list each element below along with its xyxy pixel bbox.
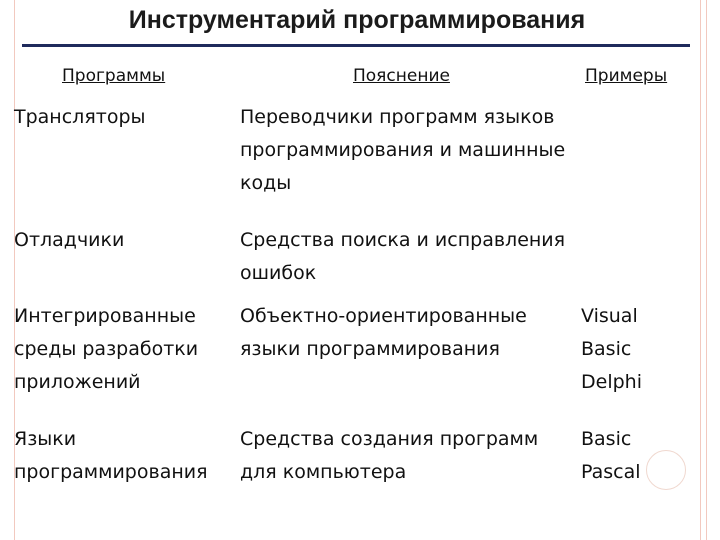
- header-examples: Примеры: [585, 66, 668, 86]
- table-row-1-explanation: [240, 101, 565, 200]
- cell-text: программирования: [14, 461, 208, 483]
- cell-text: Delphi: [581, 371, 642, 393]
- cell-text: среды разработки: [14, 338, 199, 360]
- cell-text: Средства создания программ: [240, 428, 539, 450]
- cell-text: языки программирования: [240, 338, 500, 360]
- cell-text: Visual: [581, 305, 638, 327]
- cell-text: Переводчики программ языков: [240, 106, 555, 128]
- page-title: Инструментарий программирования: [128, 6, 586, 34]
- cell-text: Средства поиска и исправления: [240, 229, 566, 251]
- cell-text: ошибок: [240, 262, 317, 284]
- cell-text: Basic: [581, 428, 632, 450]
- cell-text: Pascal: [581, 461, 641, 483]
- table-row-1-program: [14, 101, 146, 134]
- frame-line-right-outer: [700, 0, 701, 540]
- header-programs: Программы: [62, 66, 166, 86]
- decorative-circle: [646, 450, 686, 490]
- table-row-3-explanation: [240, 300, 527, 366]
- cell-text: приложений: [14, 371, 141, 393]
- cell-text: Языки: [14, 428, 77, 450]
- cell-text: Трансляторы: [14, 106, 146, 128]
- table-row-3-program: [14, 300, 198, 399]
- cell-text: для компьютера: [240, 461, 407, 483]
- table-row-4-program: [14, 423, 208, 489]
- table-row-4-examples: [581, 423, 641, 489]
- cell-text: коды: [240, 172, 292, 194]
- cell-text: Отладчики: [14, 229, 125, 251]
- table-row-2-explanation: [240, 224, 565, 290]
- cell-text: Basic: [581, 338, 632, 360]
- table-row-3-examples: [581, 300, 642, 399]
- cell-text: Объектно-ориентированные: [240, 305, 527, 327]
- cell-text: Интегрированные: [14, 305, 196, 327]
- cell-text: программирования и машинные: [240, 139, 566, 161]
- table-row-2-program: [14, 224, 124, 257]
- table-row-4-explanation: [240, 423, 538, 489]
- frame-line-right-inner: [706, 0, 707, 540]
- title-underline: [22, 44, 690, 47]
- header-explanation: Пояснение: [353, 66, 450, 86]
